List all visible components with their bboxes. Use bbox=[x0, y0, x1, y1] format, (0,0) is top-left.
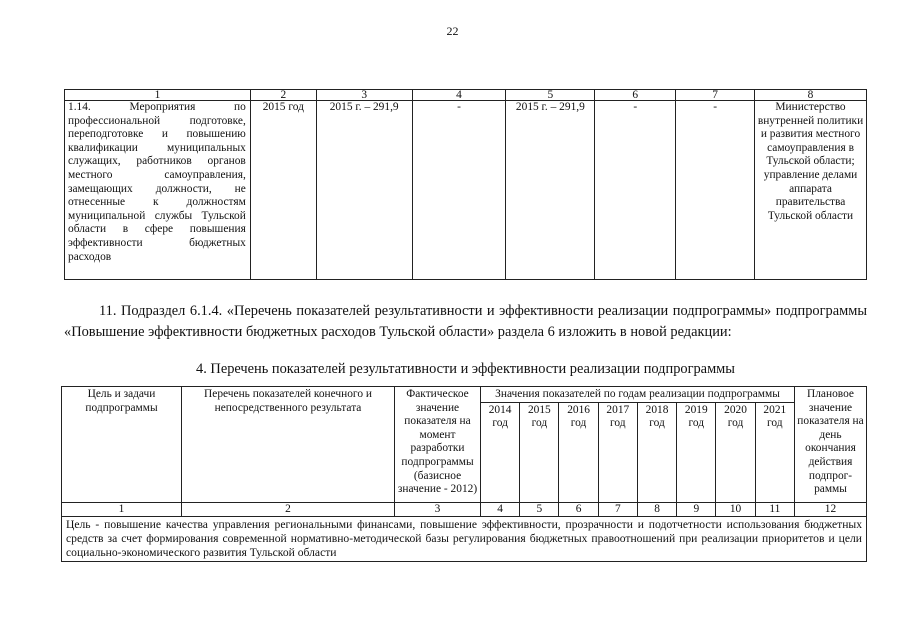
column-number: 10 bbox=[716, 502, 755, 516]
activity-regional-amount: 2015 г. – 291,9 bbox=[506, 101, 595, 280]
indicators-table bbox=[61, 386, 867, 562]
column-number: 7 bbox=[598, 502, 637, 516]
activity-total-amount: 2015 г. – 291,9 bbox=[316, 101, 412, 280]
column-number-row bbox=[62, 502, 867, 516]
year-cell: 2019 год bbox=[677, 402, 716, 502]
column-number: 4 bbox=[481, 502, 520, 516]
header-indicators: Перечень показателей конечного и непосредственного результата bbox=[182, 387, 395, 503]
header-values-by-year: Значения показателей по годам реализации подпрограммы bbox=[481, 387, 795, 403]
activity-name: 1.14. Мероприятия по профессиональной подготовке, переподготовке и повышению квалификации муниципальных служащих, работников органов местного самоуправления, замещающих должности, не отнесенные к должностям муниципальной службы Тульской области в сфере повышения эффективности бюджетных расходов bbox=[65, 101, 251, 280]
column-number: 1 bbox=[62, 502, 182, 516]
year-cell: 2018 год bbox=[637, 402, 676, 502]
activity-term: 2015 год bbox=[250, 101, 316, 280]
column-number: 6 bbox=[595, 90, 676, 101]
header-actual-value: Фактическое значение показателя на момент разработки подпрограммы (базисное значение - 2012) bbox=[395, 387, 481, 503]
page-number: 22 bbox=[446, 24, 459, 38]
goal-row bbox=[62, 516, 867, 561]
column-number: 3 bbox=[395, 502, 481, 516]
column-number: 7 bbox=[676, 90, 755, 101]
column-number: 1 bbox=[65, 90, 251, 101]
column-number: 2 bbox=[182, 502, 395, 516]
column-number: 3 bbox=[316, 90, 412, 101]
column-number: 6 bbox=[559, 502, 598, 516]
column-number: 8 bbox=[755, 90, 867, 101]
header-goals: Цель и задачи подпрограммы bbox=[62, 387, 182, 503]
column-number: 12 bbox=[795, 502, 867, 516]
year-cell: 2020 год bbox=[716, 402, 755, 502]
activity-col4: - bbox=[412, 101, 506, 280]
column-number-row bbox=[65, 90, 867, 101]
year-cell: 2016 год bbox=[559, 402, 598, 502]
year-cell: 2021 год bbox=[755, 402, 794, 502]
year-cell: 2014 год bbox=[481, 402, 520, 502]
year-cell: 2015 год bbox=[520, 402, 559, 502]
amendment-paragraph: 11. Подраздел 6.1.4. «Перечень показателей результативности и эффективности реализации подпрограммы» подпрограммы «Повышение эффективности бюджетных расходов Тульской области» раздела 6 изложить в новой редакции: bbox=[64, 303, 867, 340]
goal-text: Цель - повышение качества управления региональными финансами, повышение эффективности, прозрачности и подотчетности использования бюджетных средств за счет формирования современной нормативно-методической базы регулирования бюджетных правоотношений при реализации приоритетов и цели социально-экономического развития Тульской области bbox=[62, 516, 867, 561]
activity-col6: - bbox=[595, 101, 676, 280]
column-number: 9 bbox=[677, 502, 716, 516]
header-planned-value: Плановое значение показателя на день окончания действия подпрог-раммы bbox=[795, 387, 867, 503]
activity-col7: - bbox=[676, 101, 755, 280]
column-number: 4 bbox=[412, 90, 506, 101]
activities-table bbox=[64, 89, 867, 280]
column-number: 2 bbox=[250, 90, 316, 101]
column-number: 8 bbox=[637, 502, 676, 516]
activity-executor: Министерство внутренней политики и развития местного самоуправления в Тульской области; управление делами аппарата правительства Тульской области bbox=[755, 101, 867, 280]
header-row bbox=[62, 387, 867, 403]
column-number: 11 bbox=[755, 502, 794, 516]
column-number: 5 bbox=[520, 502, 559, 516]
table-row bbox=[65, 101, 867, 280]
section-subtitle: 4. Перечень показателей результативности и эффективности реализации подпрограммы bbox=[196, 361, 735, 377]
column-number: 5 bbox=[506, 90, 595, 101]
year-cell: 2017 год bbox=[598, 402, 637, 502]
